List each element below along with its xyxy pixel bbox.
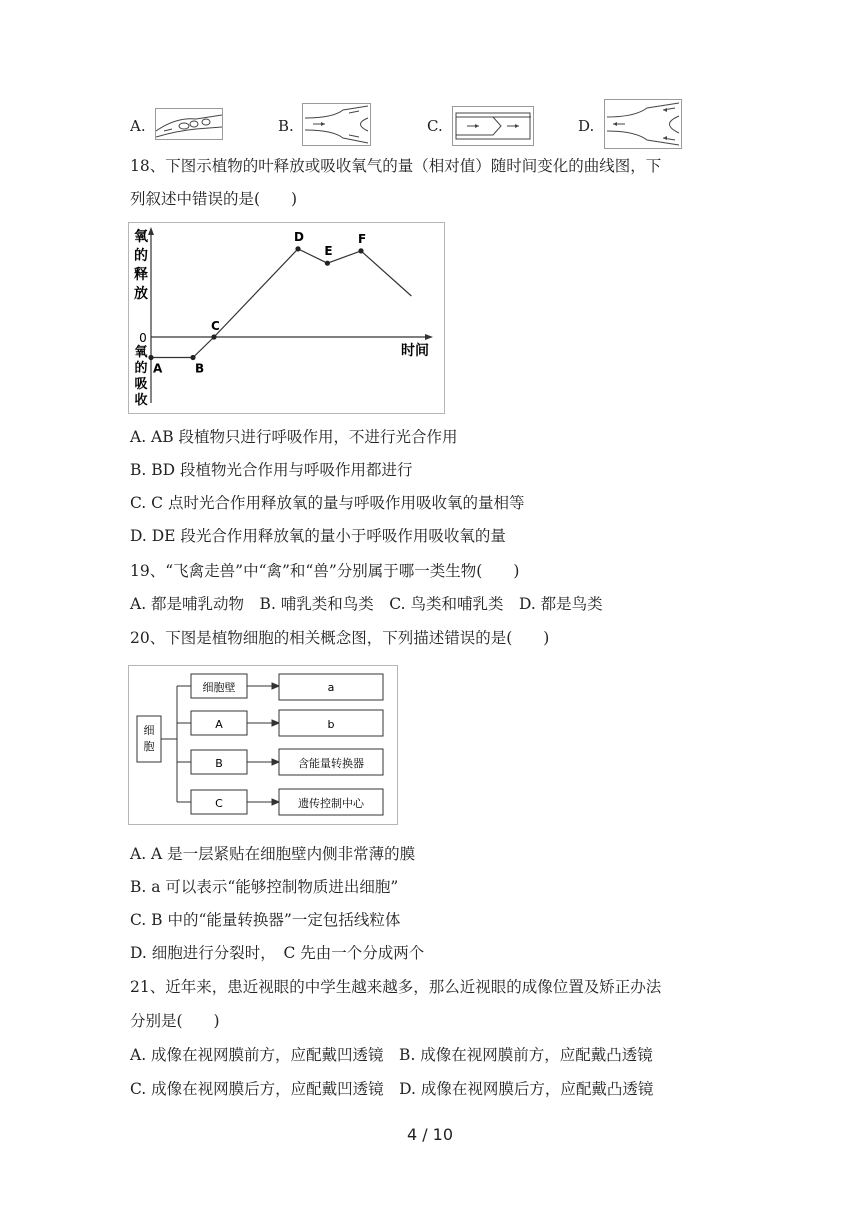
q20-stem: 20、下图是植物细胞的相关概念图，下列描述错误的是( )	[130, 629, 550, 647]
q18-stem-line1: 18、下图示植物的叶释放或吸收氧气的量（相对值）随时间变化的曲线图，下	[130, 157, 662, 175]
x-axis-arrow	[425, 334, 433, 340]
y-label-absorb-char: 的	[134, 361, 148, 376]
q17-option-a-label: A.	[130, 117, 146, 135]
branch-label-cell-wall: 细胞壁	[202, 681, 236, 694]
q20-option-c: C. B 中的“能量转换器”一定包括线粒体	[130, 911, 401, 929]
q17-option-c-label: C.	[427, 117, 443, 135]
q21-options-line2: C. 成像在视网膜后方，应配戴凹透镜 D. 成像在视网膜后方，应配戴凸透镜	[130, 1080, 654, 1098]
q19-stem: 19、“飞禽走兽”中“禽”和“兽”分别属于哪一类生物( )	[130, 562, 520, 580]
q18-stem-line2: 列叙述中错误的是( )	[130, 190, 298, 208]
root-label-char1: 细	[143, 724, 155, 737]
q21-stem-line2: 分别是( )	[130, 1012, 220, 1030]
q17-option-b-figure	[302, 103, 371, 146]
branch-label-a: A	[215, 718, 223, 731]
branching-vessel-figure	[303, 104, 370, 145]
converging-vessel-figure	[605, 100, 681, 148]
q19-options: A. 都是哺乳动物 B. 哺乳类和鸟类 C. 鸟类和哺乳类 D. 都是鸟类	[130, 595, 603, 613]
q18-option-d: D. DE 段光合作用释放氧的量小于呼吸作用吸收氧的量	[130, 527, 506, 545]
q20-option-d: D. 细胞进行分裂时， C 先由一个分成两个	[130, 944, 425, 962]
q18-option-b: B. BD 段植物光合作用与呼吸作用都进行	[130, 461, 413, 479]
target-label-energy: 含能量转换器	[298, 757, 364, 770]
q20-option-a: A. A 是一层紧贴在细胞壁内侧非常薄的膜	[130, 845, 416, 863]
oxygen-series-line	[151, 249, 411, 358]
point-label-a: A	[153, 361, 163, 376]
oxygen-time-chart	[128, 222, 445, 414]
y-label-release-char: 的	[134, 248, 148, 264]
point-a	[148, 355, 153, 360]
target-label-b: b	[327, 718, 335, 731]
page-number: 4 / 10	[406, 1125, 454, 1144]
y-axis-arrow	[148, 227, 154, 235]
point-label-e: E	[324, 244, 333, 259]
point-label-b: B	[195, 361, 205, 376]
point-d	[295, 246, 300, 251]
point-label-c: C	[211, 319, 220, 333]
point-label-d: D	[294, 229, 304, 244]
y-label-absorb-char: 吸	[134, 377, 148, 392]
q21-stem-line1: 21、近年来，患近视眼的中学生越来越多，那么近视眼的成像位置及矫正办法	[130, 978, 662, 996]
q18-option-a: A. AB 段植物只进行呼吸作用，不进行光合作用	[130, 428, 458, 446]
origin-label: 0	[139, 331, 147, 345]
y-label-release-char: 释	[134, 267, 148, 283]
point-e	[325, 261, 330, 266]
capillary-figure	[156, 109, 222, 139]
y-label-absorb-char: 收	[134, 393, 148, 408]
point-f	[358, 248, 363, 253]
q17-option-c-figure	[452, 106, 534, 146]
cell-concept-diagram	[128, 665, 398, 825]
point-label-f: F	[358, 231, 367, 246]
branch-label-c: C	[215, 797, 223, 810]
q21-options-line1: A. 成像在视网膜前方，应配戴凹透镜 B. 成像在视网膜前方，应配戴凸透镜	[130, 1046, 653, 1064]
oxygen-chart-svg	[129, 223, 444, 413]
q20-option-b: B. a 可以表示“能够控制物质进出细胞”	[130, 878, 399, 896]
y-label-release-char: 放	[134, 286, 148, 302]
point-c	[211, 334, 216, 339]
y-label-absorb-char: 氧	[134, 345, 148, 360]
branch-label-b: B	[215, 757, 223, 770]
target-label-genetic: 遗传控制中心	[298, 797, 364, 810]
y-label-absorb	[134, 344, 148, 408]
q17-option-a-figure	[155, 108, 223, 140]
point-b	[190, 355, 195, 360]
q17-option-d-label: D.	[578, 117, 595, 135]
q18-option-c: C. C 点时光合作用释放氧的量与呼吸作用吸收氧的量相等	[130, 494, 525, 512]
x-axis-label: 时间	[401, 343, 429, 359]
y-label-release-char: 氧	[134, 229, 148, 245]
root-label-char2: 胞	[143, 740, 155, 753]
q17-option-d-figure	[604, 99, 682, 149]
vessel-with-valve-figure	[453, 107, 533, 145]
root-box	[137, 716, 161, 762]
q17-option-b-label: B.	[278, 117, 294, 135]
y-label-release	[134, 228, 149, 302]
target-label-a: a	[327, 681, 335, 694]
